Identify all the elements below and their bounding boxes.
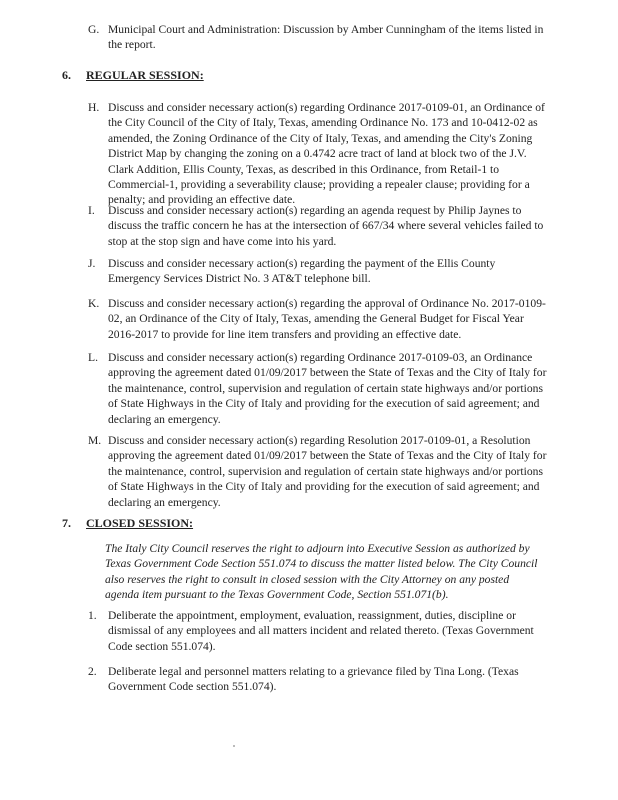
item-label: 2. (88, 665, 97, 678)
closed-item-1 (88, 608, 548, 654)
item-text: Deliberate the appointment, employment, evaluation, reassignment, duties, discipline or dismissal of any employees and all matters incident and related thereto. (Texas Government Code section 551.074). (108, 609, 534, 653)
item-text: Discuss and consider necessary action(s) regarding the approval of Ordinance No. 2017-0109-02, an Ordinance of the City of Italy, Texas, amending the General Budget for Fiscal Year 2016-2017 to provide for line item transfers and providing an effective date. (108, 297, 546, 341)
closed-item-2 (88, 664, 548, 695)
item-text: Discuss and consider necessary action(s) regarding Ordinance 2017-0109-03, an Ordinance approving the agreement dated 01/09/2017 between the State of Texas and the City of Italy for the maintenance, control, supervision and regulation of certain state highways and/or portions of State Highways in the City of Italy and providing for the execution of said agreement; and declaring an emergency. (108, 351, 547, 426)
item-label: G. (88, 23, 100, 36)
item-label: 1. (88, 609, 97, 622)
item-text: Discuss and consider necessary action(s) regarding Ordinance 2017-0109-01, an Ordinance of the City Council of the City of Italy, Texas, amending Ordinance No. 173 and 10-0412-02 as amended, the Zoning Ordinance of the City of Italy, Texas, and amending the City's Zoning District Map by changing the zoning on a 0.4742 acre tract of land at block two of the J.V. Clark Addition, Ellis County, Texas, as described in this Ordinance, from Retail-1 to Commercial-1, providing a severability clause; providing a repealer clause; providing for a penalty; and providing an effective date. (108, 101, 545, 207)
agenda-item-g (88, 22, 548, 53)
section-heading-regular-session (62, 68, 204, 83)
section-heading-closed-session (62, 516, 193, 531)
item-label: M. (88, 434, 102, 447)
item-label: J. (88, 257, 96, 270)
agenda-item-m (88, 433, 548, 510)
item-text: Municipal Court and Administration: Discussion by Amber Cunningham of the items listed in the report. (108, 23, 544, 52)
item-label: I. (88, 204, 95, 217)
closed-session-note: The Italy City Council reserves the right to adjourn into Executive Session as authorized by Texas Government Code Section 551.074 to discuss the matter listed below. The City Council also reserves the right to consult in closed session with the City Attorney on any posted agenda item pursuant to the Texas Government Code, Section 551.071(b). (105, 542, 538, 602)
agenda-item-j (88, 256, 548, 287)
scan-speck (233, 745, 235, 747)
section-number: 6. (62, 68, 71, 82)
item-text: Discuss and consider necessary action(s) regarding Resolution 2017-0109-01, a Resolution approving the agreement dated 01/09/2017 between the State of Texas and the City of Italy for the maintenance, control, supervision and regulation of certain state highways and/or portions of State Highways in the City of Italy and providing for the execution of said agreement; and declaring an emergency. (108, 434, 547, 509)
section-number: 7. (62, 516, 71, 530)
item-label: K. (88, 297, 100, 310)
item-text: Deliberate legal and personnel matters relating to a grievance filed by Tina Long. (Texas Government Code section 551.074). (108, 665, 519, 694)
item-label: L. (88, 351, 98, 364)
item-label: H. (88, 101, 100, 114)
section-title: CLOSED SESSION: (86, 516, 194, 530)
item-text: Discuss and consider necessary action(s) regarding an agenda request by Philip Jaynes to discuss the traffic concern he has at the intersection of 667/34 where several vehicles failed to stop at the stop sign and have come into his yard. (108, 204, 544, 248)
agenda-item-i (88, 203, 548, 249)
agenda-item-k (88, 296, 548, 342)
agenda-item-l (88, 350, 548, 427)
item-text: Discuss and consider necessary action(s) regarding the payment of the Ellis County Emergency Services District No. 3 AT&T telephone bill. (108, 257, 496, 286)
section-title: REGULAR SESSION: (86, 68, 204, 82)
agenda-item-h (88, 100, 548, 208)
